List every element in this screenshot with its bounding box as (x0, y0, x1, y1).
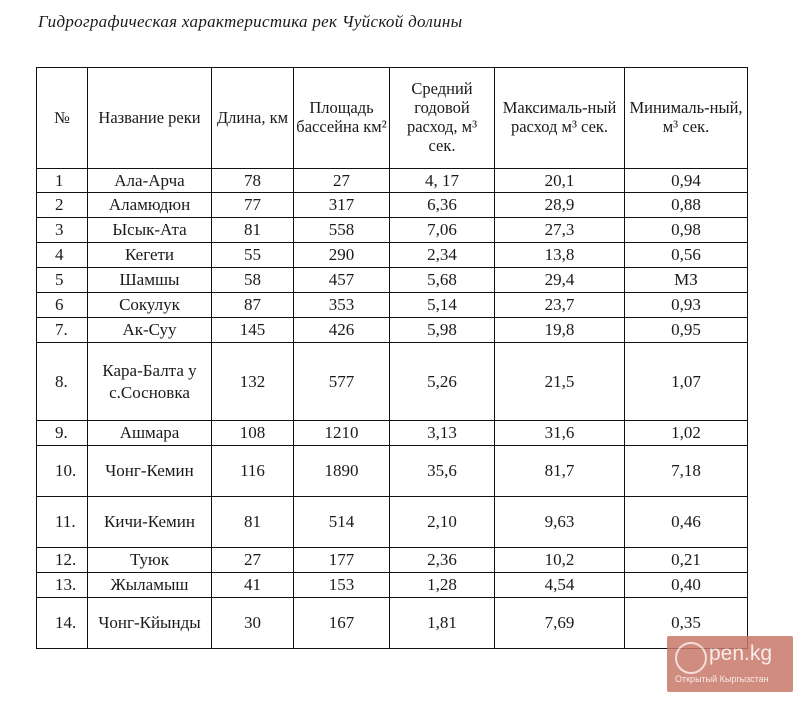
cell-length: 58 (212, 268, 294, 293)
cell-num: 7. (37, 318, 88, 343)
cell-area: 1210 (294, 421, 390, 446)
cell-max-flow: 20,1 (495, 169, 625, 193)
cell-length: 81 (212, 218, 294, 243)
table-row (37, 268, 748, 293)
cell-avg-flow: 2,10 (390, 497, 495, 548)
cell-length: 81 (212, 497, 294, 548)
cell-min-flow: 1,02 (625, 421, 748, 446)
cell-max-flow: 23,7 (495, 293, 625, 318)
cell-max-flow: 31,6 (495, 421, 625, 446)
cell-max-flow: 13,8 (495, 243, 625, 268)
header-length: Длина, км (212, 68, 294, 169)
cell-length: 30 (212, 598, 294, 649)
cell-min-flow: 0,93 (625, 293, 748, 318)
cell-min-flow: 7,18 (625, 446, 748, 497)
cell-name: Ала-Арча (88, 169, 212, 193)
cell-length: 41 (212, 573, 294, 598)
cell-area: 1890 (294, 446, 390, 497)
cell-num: 3 (37, 218, 88, 243)
cell-area: 27 (294, 169, 390, 193)
header-avg-flow: Средний годовой расход, м³ сек. (390, 68, 495, 169)
cell-avg-flow: 35,6 (390, 446, 495, 497)
cell-name: Ак-Суу (88, 318, 212, 343)
cell-num: 8. (37, 343, 88, 421)
cell-name: Аламюдюн (88, 193, 212, 218)
cell-num: 9. (37, 421, 88, 446)
cell-min-flow: 0,98 (625, 218, 748, 243)
cell-avg-flow: 3,13 (390, 421, 495, 446)
cell-num: 13. (37, 573, 88, 598)
cell-name: Ысык-Ата (88, 218, 212, 243)
cell-min-flow: 0,40 (625, 573, 748, 598)
hydrography-table (36, 67, 748, 649)
table-row (37, 446, 748, 497)
watermark-subtext: Открытый Кыргызстан (675, 674, 769, 684)
table-row (37, 193, 748, 218)
cell-num: 2 (37, 193, 88, 218)
table-row (37, 318, 748, 343)
header-area: Площадь бассейна км² (294, 68, 390, 169)
cell-name: Ашмара (88, 421, 212, 446)
cell-max-flow: 27,3 (495, 218, 625, 243)
pen-logo-icon (675, 642, 707, 674)
cell-name: Шамшы (88, 268, 212, 293)
cell-name: Кичи-Кемин (88, 497, 212, 548)
cell-length: 87 (212, 293, 294, 318)
cell-avg-flow: 5,26 (390, 343, 495, 421)
watermark-text: pen.kg (709, 642, 773, 665)
cell-min-flow: 0,46 (625, 497, 748, 548)
cell-min-flow: МЗ (625, 268, 748, 293)
cell-length: 55 (212, 243, 294, 268)
cell-min-flow: 1,07 (625, 343, 748, 421)
cell-avg-flow: 4, 17 (390, 169, 495, 193)
cell-max-flow: 4,54 (495, 573, 625, 598)
table-row (37, 293, 748, 318)
header-max-flow: Максималь-ный расход м³ сек. (495, 68, 625, 169)
cell-area: 167 (294, 598, 390, 649)
cell-area: 153 (294, 573, 390, 598)
cell-area: 290 (294, 243, 390, 268)
cell-max-flow: 21,5 (495, 343, 625, 421)
table-row (37, 169, 748, 193)
cell-area: 353 (294, 293, 390, 318)
cell-num: 1 (37, 169, 88, 193)
document-title: Гидрографическая характеристика рек Чуйской долины (38, 12, 463, 31)
cell-name: Кара-Балта у с.Сосновка (88, 343, 212, 421)
cell-avg-flow: 5,14 (390, 293, 495, 318)
cell-max-flow: 9,63 (495, 497, 625, 548)
cell-num: 14. (37, 598, 88, 649)
cell-min-flow: 0,88 (625, 193, 748, 218)
cell-area: 317 (294, 193, 390, 218)
cell-length: 132 (212, 343, 294, 421)
cell-avg-flow: 5,98 (390, 318, 495, 343)
cell-name: Чонг-Кемин (88, 446, 212, 497)
cell-max-flow: 29,4 (495, 268, 625, 293)
cell-num: 6 (37, 293, 88, 318)
cell-length: 145 (212, 318, 294, 343)
cell-avg-flow: 2,36 (390, 548, 495, 573)
cell-name: Жыламыш (88, 573, 212, 598)
cell-min-flow: 0,21 (625, 548, 748, 573)
table-row (37, 598, 748, 649)
cell-length: 77 (212, 193, 294, 218)
cell-length: 27 (212, 548, 294, 573)
table-row (37, 421, 748, 446)
cell-name: Туюк (88, 548, 212, 573)
header-name: Название реки (88, 68, 212, 169)
cell-avg-flow: 5,68 (390, 268, 495, 293)
table-row (37, 218, 748, 243)
cell-max-flow: 19,8 (495, 318, 625, 343)
cell-area: 457 (294, 268, 390, 293)
cell-area: 577 (294, 343, 390, 421)
table-row (37, 548, 748, 573)
cell-max-flow: 7,69 (495, 598, 625, 649)
cell-avg-flow: 7,06 (390, 218, 495, 243)
cell-avg-flow: 6,36 (390, 193, 495, 218)
cell-name: Чонг-Кйынды (88, 598, 212, 649)
cell-avg-flow: 1,81 (390, 598, 495, 649)
cell-name: Кегети (88, 243, 212, 268)
header-min-flow: Минималь-ный, м³ сек. (625, 68, 748, 169)
cell-length: 78 (212, 169, 294, 193)
cell-min-flow: 0,94 (625, 169, 748, 193)
table-row (37, 573, 748, 598)
cell-num: 4 (37, 243, 88, 268)
cell-area: 426 (294, 318, 390, 343)
cell-max-flow: 10,2 (495, 548, 625, 573)
table-row (37, 497, 748, 548)
watermark-badge (667, 636, 793, 692)
cell-length: 108 (212, 421, 294, 446)
cell-area: 558 (294, 218, 390, 243)
cell-avg-flow: 1,28 (390, 573, 495, 598)
cell-num: 12. (37, 548, 88, 573)
cell-length: 116 (212, 446, 294, 497)
table-header-row (37, 68, 748, 169)
cell-max-flow: 28,9 (495, 193, 625, 218)
cell-area: 514 (294, 497, 390, 548)
cell-min-flow: 0,35 (625, 598, 748, 649)
cell-area: 177 (294, 548, 390, 573)
cell-num: 11. (37, 497, 88, 548)
cell-num: 10. (37, 446, 88, 497)
cell-min-flow: 0,95 (625, 318, 748, 343)
header-num: № (37, 68, 88, 169)
cell-num: 5 (37, 268, 88, 293)
cell-max-flow: 81,7 (495, 446, 625, 497)
table-row (37, 343, 748, 421)
cell-min-flow: 0,56 (625, 243, 748, 268)
table-row (37, 243, 748, 268)
cell-name: Сокулук (88, 293, 212, 318)
cell-avg-flow: 2,34 (390, 243, 495, 268)
